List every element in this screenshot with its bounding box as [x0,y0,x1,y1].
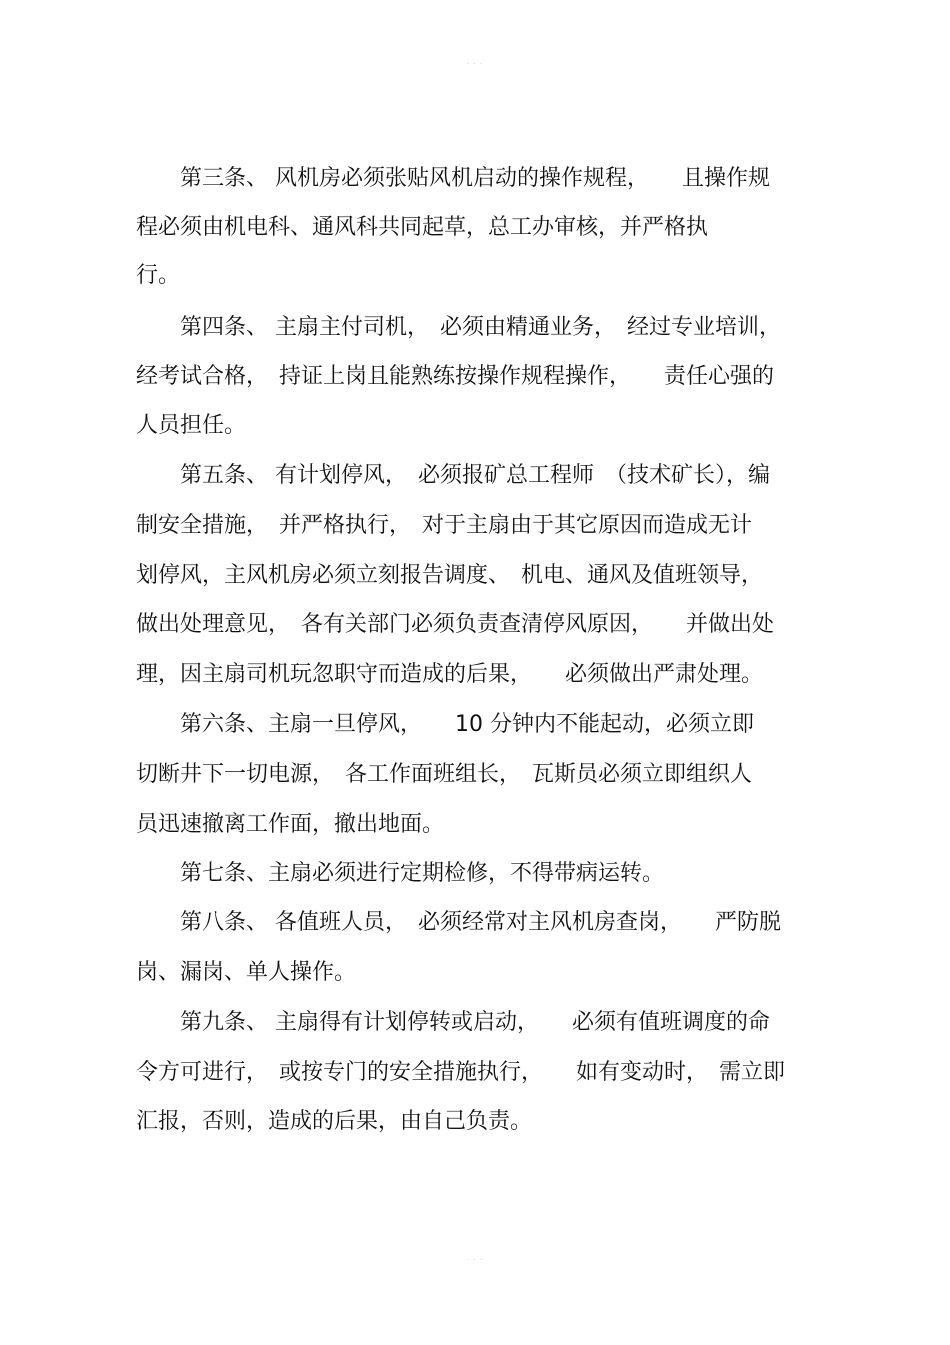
article-5-line-1: 第五条、 有计划停风， 必须报矿总工程师 （技术矿长），编 [136,463,770,488]
article-3-line-2: 程必须由机电科、通风科共同起草，总工办审核，并严格执 [136,215,709,240]
article-5-line-3: 划停风，主风机房必须立刻报告调度、 机电、通风及值班领导， [136,563,764,588]
page-footer-mark: · · · [466,1256,484,1264]
article-4-line-2: 经考试合格， 持证上岗且能熟练按操作规程操作， 责任心强的 [136,364,775,389]
article-6-line-2: 切断井下一切电源， 各工作面班组长， 瓦斯员必须立即组织人 [136,762,753,787]
article-4-line-1: 第四条、 主扇主付司机， 必须由精通业务， 经过专业培训， [136,315,781,340]
article-5-line-5: 理，因主扇司机玩忽职守而造成的后果， 必须做出严肃处理。 [136,662,764,687]
article-3-line-3: 行。 [136,263,181,288]
article-9-line-1: 第九条、 主扇得有计划停转或启动， 必须有值班调度的命 [136,1010,770,1035]
article-5-line-2: 制安全措施， 并严格执行， 对于主扇由于其它原因而造成无计 [136,513,753,538]
article-6-line-1: 第六条、主扇一旦停风， 10 分钟内不能起动，必须立即 [136,712,754,737]
article-6-line-3: 员迅速撤离工作面，撤出地面。 [136,812,445,837]
article-4-line-3: 人员担任。 [136,413,247,438]
article-9-line-2: 令方可进行， 或按专门的安全措施执行， 如有变动时， 需立即 [136,1060,786,1085]
page-header-mark: · · · [466,60,484,68]
article-8-line-2: 岗、漏岗、单人操作。 [136,960,357,985]
article-7-line-1: 第七条、主扇必须进行定期检修，不得带病运转。 [136,861,665,886]
article-3-line-1: 第三条、 风机房必须张贴风机启动的操作规程， 且操作规 [136,166,770,191]
article-8-line-1: 第八条、 各值班人员， 必须经常对主风机房查岗， 严防脱 [136,910,781,935]
article-9-line-3: 汇报，否则，造成的后果，由自己负责。 [136,1109,533,1134]
article-5-line-4: 做出处理意见， 各有关部门必须负责查清停风原因， 并做出处 [136,612,775,637]
